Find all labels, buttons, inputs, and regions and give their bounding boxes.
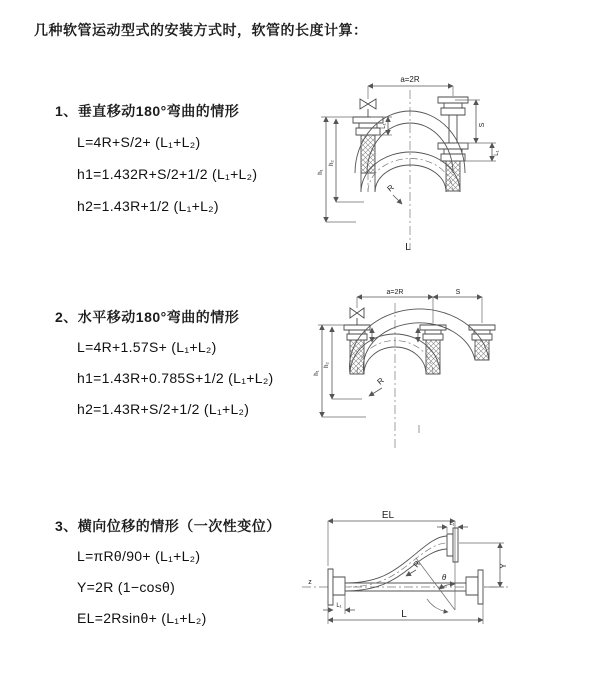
dimension-h1 <box>318 117 356 222</box>
label-s: S <box>455 289 461 296</box>
section-1-formula-L: L=4R+S/2+ (L₁+L₂) <box>77 134 201 150</box>
section-3-heading: 3、横向位移的情形（一次性变位） <box>55 518 281 534</box>
diagram-horizontal-180-bend <box>306 281 562 473</box>
label-l: L <box>405 242 411 253</box>
label-l1-bottom: L₁ <box>336 603 342 609</box>
valve-icon <box>360 99 376 117</box>
label-h1: h₁ <box>318 169 324 175</box>
dimension-l1-top <box>437 521 468 533</box>
label-s: S <box>479 122 486 128</box>
label-h1: h₁ <box>314 370 320 376</box>
section-3-formula-L: L=πRθ/90+ (L₁+L₂) <box>77 548 201 564</box>
label-y: Y <box>499 563 508 569</box>
section-1-formula-h1: h1=1.432R+S/2+1/2 (L₁+L₂) <box>77 166 258 182</box>
label-theta: θ <box>441 573 447 582</box>
dimension-l <box>328 604 483 624</box>
label-l1-top: L₁ <box>449 521 455 527</box>
radius-callout <box>369 376 386 396</box>
label-l: L <box>401 609 407 620</box>
angle-theta-construction <box>416 558 455 612</box>
diagram-lateral-displacement <box>296 506 596 654</box>
radius-callout <box>386 183 402 204</box>
label-r: R <box>375 375 386 387</box>
radius-callout <box>406 559 422 576</box>
middle-flange-assembly <box>420 325 446 374</box>
label-h2: h₂ <box>329 160 335 166</box>
label-l1-left: L₁ <box>381 123 387 129</box>
section-1-formula-h2: h2=1.43R+1/2 (L₁+L₂) <box>77 198 219 214</box>
dimension-a2r <box>368 75 453 99</box>
right-flange-assembly <box>438 97 468 191</box>
right-flange-assembly <box>469 325 495 360</box>
dimension-el <box>328 510 455 610</box>
section-3-formula-Y: Y=2R (1−cosθ) <box>77 579 176 595</box>
label-r: R <box>411 559 423 570</box>
page-title: 几种软管运动型式的安装方式时，软管的长度计算： <box>34 22 368 38</box>
section-3-formula-EL: EL=2Rsinθ+ (L₁+L₂) <box>77 610 207 626</box>
section-2-formula-L: L=4R+1.57S+ (L₁+L₂) <box>77 339 217 355</box>
left-flange-assembly <box>344 325 370 374</box>
label-el: EL <box>381 510 395 521</box>
label-a2r: a=2R <box>386 289 404 296</box>
section-2-heading: 2、水平移动180°弯曲的情形 <box>55 309 240 325</box>
dimension-a2r <box>357 289 433 297</box>
label-a2r: a=2R <box>400 75 420 84</box>
section-1-heading: 1、垂直移动180°弯曲的情形 <box>55 103 240 119</box>
dimension-s <box>357 289 482 323</box>
label-l1-right: L₁ <box>494 150 500 156</box>
label-h2: h₂ <box>324 362 330 368</box>
label-r: R <box>385 182 396 194</box>
label-z-break: z <box>308 579 312 586</box>
section-2-formula-h2: h2=1.43R+S/2+1/2 (L₁+L₂) <box>77 401 250 417</box>
valve-icon <box>350 308 364 325</box>
section-2-formula-h1: h1=1.43R+0.785S+1/2 (L₁+L₂) <box>77 370 274 386</box>
diagram-vertical-180-bend <box>308 70 564 266</box>
left-flange-assembly <box>328 569 345 605</box>
